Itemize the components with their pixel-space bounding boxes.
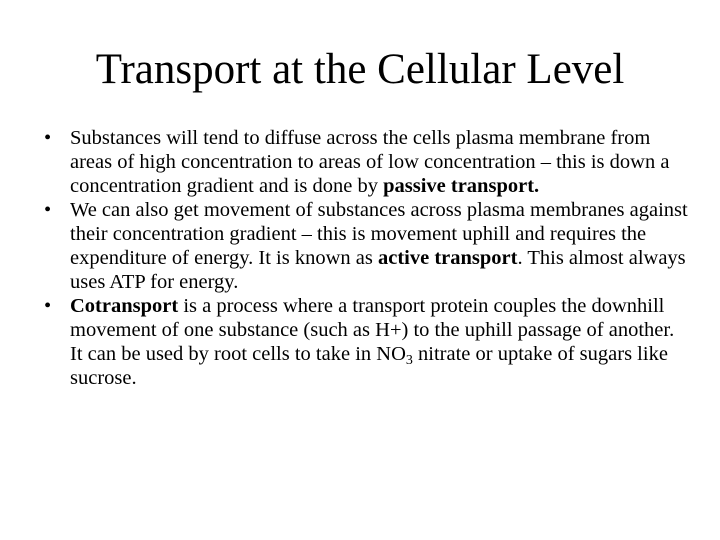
bullet-marker: • [44, 295, 52, 317]
bullet-bold-term: Cotransport [70, 295, 179, 317]
bullet-cotransport [44, 294, 690, 390]
bullet-marker: • [44, 199, 52, 221]
bullet-text-end: nitrate or uptake of sugars like sucrose. [70, 343, 668, 389]
bullet-bold-term: passive transport. [383, 175, 540, 197]
bullet-bold-term: active transport [378, 247, 518, 269]
bullet-list [44, 126, 690, 390]
slide-title: Transport at the Cellular Level [95, 46, 625, 93]
bullet-text: Substances will tend to diffuse across the cells plasma membrane from areas of high concentration to areas of low concentration – this is down a concentration gradient and is done by [70, 127, 670, 197]
bullet-passive-transport [44, 126, 690, 198]
bullet-text: We can also get movement of substances across plasma membranes against their concentration gradient – this is movement uphill and requires the expenditure of energy. It is known as [70, 199, 688, 269]
subscript-3: 3 [405, 353, 413, 368]
bullet-text-end: . This almost always uses ATP for energy. [70, 247, 686, 293]
bullet-marker: • [44, 127, 52, 149]
bullet-text: is a process where a transport protein couples the downhill movement of one substance (such as H+) to the uphill passage of another. It can be used by root cells to take in NO [70, 295, 675, 365]
bullet-active-transport [44, 198, 690, 294]
